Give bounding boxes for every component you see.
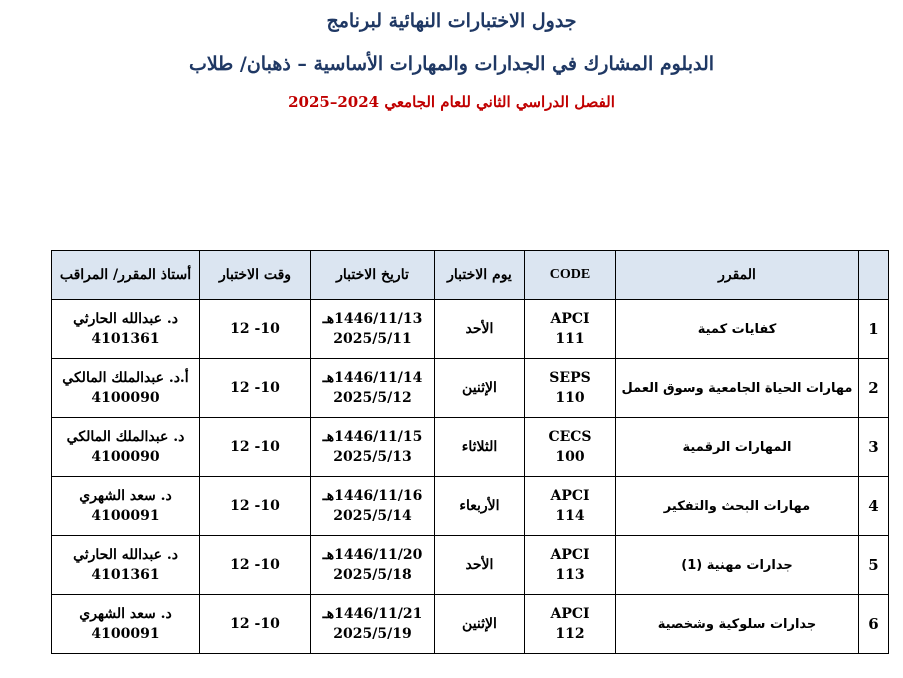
course-name: جدارات مهنية (1) xyxy=(616,536,859,595)
instructor xyxy=(52,536,200,595)
instructor xyxy=(52,595,200,654)
exam-day: الأحد xyxy=(435,536,525,595)
course-code-number: 112 xyxy=(555,626,585,642)
instructor-name: أ.د. عبدالملك المالكي xyxy=(62,370,189,386)
course-code xyxy=(525,595,616,654)
course-code-number: 113 xyxy=(555,567,585,583)
exam-date xyxy=(311,300,435,359)
header-course: المقرر xyxy=(616,251,859,300)
header-exam-day: يوم الاختبار xyxy=(435,251,525,300)
instructor-name: د. عبدالملك المالكي xyxy=(66,429,185,445)
exam-date-gregorian: 2025/5/12 xyxy=(333,390,412,406)
instructor-id: 4100090 xyxy=(91,449,160,465)
exam-time: 10- 12 xyxy=(200,300,311,359)
exam-time: 10- 12 xyxy=(200,359,311,418)
instructor xyxy=(52,300,200,359)
instructor-id: 4100091 xyxy=(91,508,160,524)
instructor-id: 4101361 xyxy=(91,331,160,347)
row-number: 4 xyxy=(859,477,889,536)
course-code xyxy=(525,536,616,595)
exam-date xyxy=(311,536,435,595)
exam-day: الإثنين xyxy=(435,595,525,654)
course-name: المهارات الرقمية xyxy=(616,418,859,477)
course-code-prefix: APCI xyxy=(550,311,590,327)
instructor-name: د. سعد الشهري xyxy=(79,606,172,622)
title-line-1: جدول الاختبارات النهائية لبرنامج xyxy=(326,10,577,32)
instructor-id: 4100090 xyxy=(91,390,160,406)
instructor xyxy=(52,477,200,536)
exam-date xyxy=(311,477,435,536)
table-row xyxy=(52,595,889,654)
course-code-prefix: APCI xyxy=(550,547,590,563)
course-name: كفايات كمية xyxy=(616,300,859,359)
course-code xyxy=(525,300,616,359)
course-code-number: 114 xyxy=(555,508,585,524)
header-exam-time: وقت الاختبار xyxy=(200,251,311,300)
exam-date xyxy=(311,418,435,477)
exam-day: الثلاثاء xyxy=(435,418,525,477)
exam-date-gregorian: 2025/5/19 xyxy=(333,626,412,642)
exam-day: الأربعاء xyxy=(435,477,525,536)
instructor-name: د. سعد الشهري xyxy=(79,488,172,504)
exam-day: الإثنين xyxy=(435,359,525,418)
header-code: CODE xyxy=(525,251,616,300)
exam-date-gregorian: 2025/5/18 xyxy=(333,567,412,583)
table-row xyxy=(52,477,889,536)
exam-date-gregorian: 2025/5/11 xyxy=(333,331,412,347)
course-code-number: 100 xyxy=(555,449,585,465)
course-name: جدارات سلوكية وشخصية xyxy=(616,595,859,654)
instructor xyxy=(52,418,200,477)
row-number: 5 xyxy=(859,536,889,595)
exam-time: 10- 12 xyxy=(200,418,311,477)
table-row xyxy=(52,300,889,359)
exam-date-hijri: 1446/11/13هـ xyxy=(322,311,423,327)
course-code xyxy=(525,477,616,536)
exam-date-hijri: 1446/11/15هـ xyxy=(322,429,423,445)
exam-date xyxy=(311,595,435,654)
row-number: 6 xyxy=(859,595,889,654)
title-line-3-semester: الفصل الدراسي الثاني للعام الجامعي 2024–2025 xyxy=(288,93,615,111)
header-number xyxy=(859,251,889,300)
exam-day: الأحد xyxy=(435,300,525,359)
instructor-id: 4100091 xyxy=(91,626,160,642)
instructor-name: د. عبدالله الحارثي xyxy=(73,547,178,563)
course-code xyxy=(525,418,616,477)
instructor-id: 4101361 xyxy=(91,567,160,583)
exam-date-gregorian: 2025/5/13 xyxy=(333,449,412,465)
instructor xyxy=(52,359,200,418)
course-name: مهارات البحث والتفكير xyxy=(616,477,859,536)
table-header-row xyxy=(52,251,889,300)
course-name: مهارات الحياة الجامعية وسوق العمل xyxy=(616,359,859,418)
course-code-prefix: APCI xyxy=(550,606,590,622)
instructor-name: د. عبدالله الحارثي xyxy=(73,311,178,327)
exam-date-hijri: 1446/11/14هـ xyxy=(322,370,423,386)
title-line-2: الدبلوم المشارك في الجدارات والمهارات الأساسية – ذهبان/ طلاب xyxy=(188,53,715,75)
course-code-prefix: APCI xyxy=(550,488,590,504)
row-number: 2 xyxy=(859,359,889,418)
header-instructor: أستاذ المقرر/ المراقب xyxy=(52,251,200,300)
course-code-prefix: SEPS xyxy=(549,370,591,386)
exam-schedule-table xyxy=(51,250,889,654)
header-exam-date: تاريخ الاختبار xyxy=(311,251,435,300)
exam-date-hijri: 1446/11/21هـ xyxy=(322,606,423,622)
course-code xyxy=(525,359,616,418)
course-code-number: 110 xyxy=(555,390,585,406)
exam-date-hijri: 1446/11/16هـ xyxy=(322,488,423,504)
course-code-prefix: CECS xyxy=(548,429,592,445)
exam-time: 10- 12 xyxy=(200,595,311,654)
exam-date-gregorian: 2025/5/14 xyxy=(333,508,412,524)
exam-time: 10- 12 xyxy=(200,536,311,595)
table-row xyxy=(52,536,889,595)
exam-time: 10- 12 xyxy=(200,477,311,536)
row-number: 3 xyxy=(859,418,889,477)
table-row xyxy=(52,359,889,418)
row-number: 1 xyxy=(859,300,889,359)
exam-date-hijri: 1446/11/20هـ xyxy=(322,547,423,563)
course-code-number: 111 xyxy=(555,331,585,347)
exam-date xyxy=(311,359,435,418)
table-row xyxy=(52,418,889,477)
